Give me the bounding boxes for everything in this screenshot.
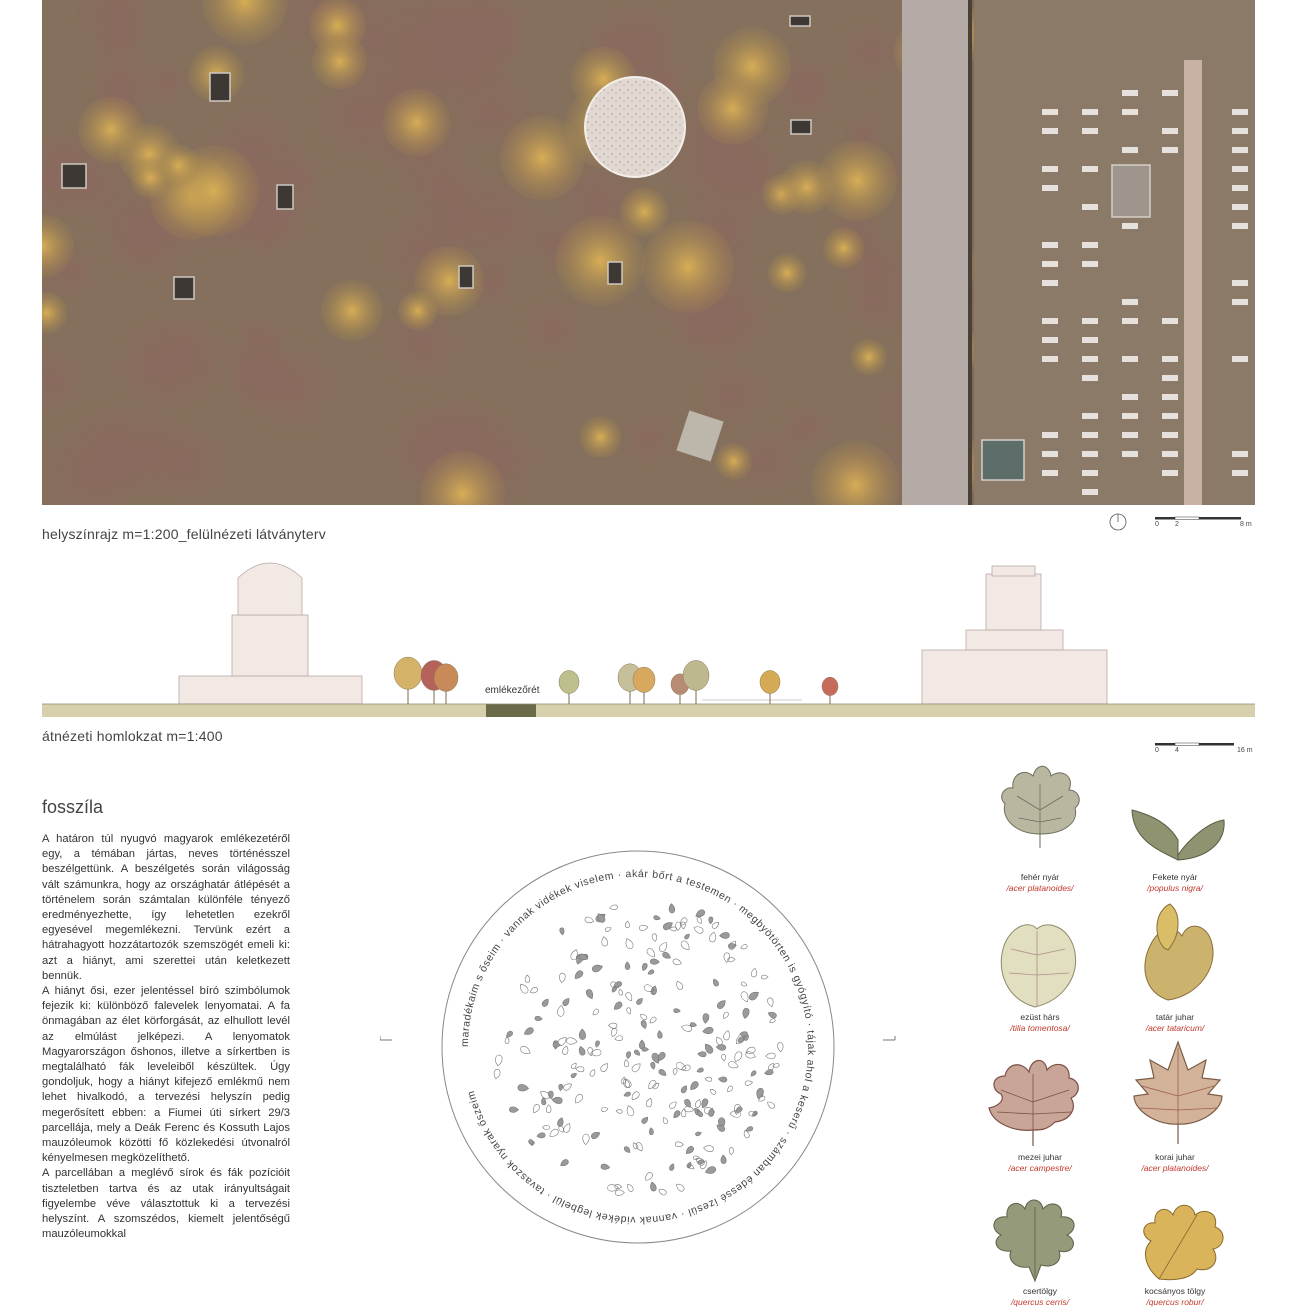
leaf-imprint-icon bbox=[537, 1132, 546, 1138]
leaf-imprint-icon bbox=[591, 1008, 599, 1016]
grave-stone bbox=[1162, 375, 1178, 381]
leaf-imprint-icon bbox=[750, 1070, 757, 1077]
leaf-imprint-icon bbox=[609, 905, 618, 911]
leaf-imprint-icon bbox=[681, 922, 686, 929]
grave-stone bbox=[1082, 489, 1098, 495]
leaf-silver-linden-icon bbox=[995, 915, 1080, 1015]
leaf-imprint-icon bbox=[531, 1103, 540, 1114]
grave-stone bbox=[1162, 413, 1178, 419]
paragraph-3: A parcellában a meglévő sírok és fák pozícióit tiszteletben tartva és az utak irányultságait figyelembe véve választottuk ki a tervezési helyszínt. A szomszédos, kiemelt jelentőségű mauzóleumokkal bbox=[42, 1167, 290, 1241]
leaf-imprint-icon bbox=[553, 1042, 561, 1047]
leaf-imprint-icon bbox=[680, 939, 692, 951]
grave-stone bbox=[1122, 413, 1138, 419]
leaf-imprint-icon bbox=[625, 921, 629, 928]
leaf-imprint-icon bbox=[668, 1100, 678, 1110]
leaf-imprint-icon bbox=[626, 1007, 632, 1014]
tree-canopy-gold bbox=[817, 140, 897, 220]
leaf-imprint-icon bbox=[745, 1046, 756, 1055]
grave-stone bbox=[1232, 470, 1248, 476]
leaf-imprint-icon bbox=[672, 1068, 677, 1075]
grave-stone bbox=[1122, 90, 1138, 96]
leaf-imprint-icon bbox=[559, 1158, 569, 1167]
grave-stone bbox=[1232, 185, 1248, 191]
grave-stone bbox=[1082, 337, 1098, 343]
leaf-imprint-icon bbox=[721, 1054, 726, 1061]
mausoleum-left bbox=[179, 563, 362, 704]
leaf-imprint-icon bbox=[605, 926, 612, 932]
grave-stone bbox=[1162, 147, 1178, 153]
grave-stone bbox=[1232, 223, 1248, 229]
leaf-imprint-icon bbox=[601, 936, 608, 946]
leaf-imprint-icon bbox=[695, 1131, 702, 1136]
leaf-label-8: kocsányos tölgy /quercus robur/ bbox=[1144, 1286, 1206, 1307]
leaf-imprint-icon bbox=[575, 1066, 584, 1072]
memorial-meadow-section bbox=[486, 704, 536, 717]
leaf-imprint-icon bbox=[518, 1084, 529, 1092]
leaf-imprint-icon bbox=[570, 1072, 577, 1079]
leaf-imprint-icon bbox=[518, 982, 529, 994]
leaf-imprint-icon bbox=[616, 1109, 623, 1114]
grave-stone bbox=[1042, 318, 1058, 324]
circle-poem-text: maradékaim s őseim · vannak vidékek viselem · akár bőrt a testemen · megbyötörten is gyógyító · tájak ahol a keserű · számban édessé ízesül · vannak vidékek legbelül · tavaszok nyarak őszeim bbox=[458, 867, 818, 1227]
grave-stone bbox=[1042, 280, 1058, 286]
leaf-imprint-icon bbox=[633, 1049, 641, 1057]
leaf-imprint-icon bbox=[594, 1040, 600, 1048]
leaf-imprint-icon bbox=[662, 951, 672, 960]
leaf-imprint-icon bbox=[623, 1091, 631, 1097]
memorial-circle-plan bbox=[380, 850, 900, 1260]
grave-stone bbox=[1082, 109, 1098, 115]
leaf-imprint-icon bbox=[589, 1068, 597, 1077]
grave-stone bbox=[1162, 394, 1178, 400]
section-title: fosszíla bbox=[42, 797, 104, 817]
grave-stone bbox=[1162, 128, 1178, 134]
leaf-imprint-icon bbox=[716, 998, 727, 1010]
leaf-imprint-icon bbox=[552, 1096, 563, 1104]
leaf-imprint-icon bbox=[672, 1110, 681, 1120]
leaf-imprint-icon bbox=[702, 1013, 709, 1023]
leaf-imprint-icon bbox=[643, 1171, 653, 1182]
grave-stone bbox=[1122, 394, 1138, 400]
elevation-tree bbox=[683, 660, 709, 704]
leaf-imprint-icon bbox=[703, 1145, 714, 1153]
tree-canopy-gold bbox=[697, 73, 768, 144]
leaf-imprint-icon bbox=[653, 915, 661, 921]
paragraph-2: A hiányt ősi, ezer jelentéssel bíró szimbólumok fejezik ki: különböző falevelek lenyomatai. A fa önmagában az élet körforgását, az elhullott levél az elmúlást jelképezi. A lenyomatok Magyarországon őshonos, illetve a sírkertben is megtalálható fák leveleiből készültek. Úgy gondoljuk, hogy a hiányt kifejező emlékmű nem lehet hivalkodó, a tervezési helyszín pedig megerősített ebben: a Fiumei úti sírkert 29/3 parcellája, mely a Deák Ferenc és Kossuth Lajos mauzóleumok közötti fő közlekedési útvonalról kényelmesen megközelíthető. bbox=[42, 985, 290, 1165]
leaf-imprint-icon bbox=[669, 1163, 675, 1171]
leaf-imprint-icon bbox=[680, 1085, 688, 1094]
leaf-imprint-icon bbox=[559, 927, 565, 935]
leaf-imprint-icon bbox=[563, 1122, 572, 1133]
leaf-imprint-icon bbox=[614, 1035, 623, 1041]
tree-canopy-gold bbox=[768, 253, 807, 292]
leaf-imprint-icon bbox=[590, 1130, 601, 1139]
elevation-caption: átnézeti homlokzat m=1:400 bbox=[42, 728, 223, 744]
leaf-imprint-icon bbox=[493, 1069, 501, 1080]
grave-stone bbox=[1232, 356, 1248, 362]
leaf-imprint-icon bbox=[708, 917, 713, 924]
leaf-label-1: fehér nyár /acer platanoides/ bbox=[1006, 872, 1074, 893]
grave-stone bbox=[1122, 223, 1138, 229]
leaf-imprint-icon bbox=[505, 1030, 514, 1039]
scale-label-8m: 8 m bbox=[1240, 521, 1252, 528]
grave-stone bbox=[1122, 356, 1138, 362]
grave-stone bbox=[1162, 451, 1178, 457]
leaf-imprint-icon bbox=[509, 1107, 518, 1113]
leaf-imprints bbox=[493, 903, 784, 1196]
leaf-norway-maple-icon bbox=[1130, 1040, 1225, 1150]
leaf-imprint-icon bbox=[539, 1089, 551, 1100]
leaf-imprint-icon bbox=[767, 997, 775, 1007]
leaf-imprint-icon bbox=[652, 933, 658, 941]
leaf-imprint-icon bbox=[582, 1134, 589, 1145]
ground-strip bbox=[42, 704, 1255, 717]
leaf-imprint-icon bbox=[626, 1183, 634, 1192]
leaf-imprint-icon bbox=[716, 1044, 726, 1050]
leaf-imprint-icon bbox=[546, 1105, 551, 1113]
tree-canopy-gold bbox=[823, 227, 865, 269]
leaf-imprint-icon bbox=[599, 1062, 609, 1073]
memorial-circle-plaza bbox=[585, 77, 685, 177]
scale-label-0: 0 bbox=[1155, 521, 1159, 528]
leaf-imprint-icon bbox=[559, 973, 566, 983]
leaf-imprint-icon bbox=[639, 1013, 648, 1021]
leaf-imprint-icon bbox=[623, 1146, 631, 1154]
grave-stone bbox=[1162, 356, 1178, 362]
grave-stone bbox=[1082, 375, 1098, 381]
leaf-imprint-icon bbox=[601, 1107, 608, 1113]
leaf-imprint-icon bbox=[722, 1011, 730, 1019]
tree-canopy bbox=[615, 405, 683, 473]
leaf-imprint-icon bbox=[648, 1016, 657, 1025]
aerial-site-plan bbox=[42, 0, 1255, 505]
leaf-imprint-icon bbox=[640, 1020, 647, 1030]
tree-canopy-gold bbox=[383, 89, 450, 156]
tree-canopy-gold bbox=[642, 220, 735, 313]
leaf-imprint-icon bbox=[723, 1030, 731, 1041]
leaf-imprint-icon bbox=[657, 1188, 667, 1196]
grave-stone bbox=[1162, 432, 1178, 438]
grave-stone bbox=[1082, 166, 1098, 172]
grave-stone bbox=[1122, 147, 1138, 153]
leaf-imprint-icon bbox=[612, 1001, 623, 1012]
leaf-imprint-icon bbox=[733, 1051, 744, 1063]
leaf-imprint-icon bbox=[610, 1028, 618, 1038]
leaf-imprint-icon bbox=[649, 1181, 657, 1191]
leaf-imprint-icon bbox=[608, 1023, 617, 1029]
grave-stone bbox=[1232, 166, 1248, 172]
leaf-imprint-icon bbox=[601, 1164, 610, 1171]
leaf-imprint-icon bbox=[675, 980, 684, 990]
leaf-imprint-icon bbox=[578, 1045, 586, 1056]
leaf-imprint-icon bbox=[672, 958, 682, 966]
leaf-imprint-icon bbox=[767, 1010, 777, 1019]
leaf-imprint-icon bbox=[535, 1016, 543, 1021]
grave-stone bbox=[1232, 109, 1248, 115]
aerial-photo bbox=[42, 0, 1255, 505]
leaf-imprint-icon bbox=[505, 1037, 509, 1044]
tree-canopy-gold bbox=[850, 339, 887, 376]
leaf-imprint-icon bbox=[523, 1026, 535, 1036]
leaf-imprint-icon bbox=[697, 1051, 706, 1057]
leaf-imprint-icon bbox=[718, 1076, 727, 1082]
leaf-imprint-icon bbox=[519, 1045, 532, 1056]
site-plan-caption: helyszínrajz m=1:200_felülnézeti látványterv bbox=[42, 526, 326, 542]
elevation-tree bbox=[822, 677, 838, 704]
tree-canopy-gold bbox=[321, 280, 383, 342]
tree-canopy-gold bbox=[579, 416, 621, 458]
leaf-imprint-icon bbox=[647, 969, 655, 976]
leaf-imprint-icon bbox=[761, 975, 768, 979]
leaf-imprint-icon bbox=[541, 997, 550, 1007]
leaf-imprint-icon bbox=[675, 1142, 683, 1148]
leaf-imprint-icon bbox=[625, 1105, 635, 1117]
leaf-white-poplar-icon bbox=[995, 760, 1085, 855]
leaf-imprint-icon bbox=[495, 1055, 503, 1067]
leaf-imprint-icon bbox=[618, 989, 623, 996]
leaf-imprint-icon bbox=[741, 981, 748, 987]
leaf-english-oak-icon bbox=[1135, 1195, 1230, 1285]
grave-stone bbox=[1122, 451, 1138, 457]
elevation-memorial-label: emlékezőrét bbox=[485, 685, 540, 696]
leaf-imprint-icon bbox=[708, 1107, 715, 1116]
leaf-label-3: ezüst hárs /tilia tomentosa/ bbox=[1010, 1012, 1070, 1033]
mausoleum-right bbox=[922, 566, 1107, 704]
grave-stone bbox=[1082, 356, 1098, 362]
leaf-imprint-icon bbox=[579, 1029, 586, 1040]
leaf-imprint-icon bbox=[742, 1008, 750, 1019]
leaf-imprint-icon bbox=[650, 959, 659, 965]
leaf-imprint-icon bbox=[625, 991, 634, 1002]
leaf-imprint-icon bbox=[566, 1037, 577, 1045]
leaf-imprint-icon bbox=[658, 1068, 668, 1077]
leaf-imprint-icon bbox=[658, 941, 669, 953]
grave-stone bbox=[1042, 432, 1058, 438]
leaf-imprint-icon bbox=[590, 1049, 601, 1057]
leaf-imprint-icon bbox=[615, 1184, 622, 1189]
leaf-imprint-icon bbox=[695, 1099, 702, 1108]
grave-stone bbox=[1082, 413, 1098, 419]
leaf-imprint-icon bbox=[636, 997, 645, 1006]
leaf-imprint-icon bbox=[645, 1097, 653, 1107]
leaf-imprint-icon bbox=[585, 988, 595, 1000]
leaf-imprint-icon bbox=[641, 963, 648, 972]
grave-stone bbox=[1082, 451, 1098, 457]
grave-stone bbox=[1082, 432, 1098, 438]
elevation-tree bbox=[394, 657, 422, 704]
tree-canopy-gold bbox=[312, 34, 368, 90]
leaf-imprint-icon bbox=[529, 986, 539, 994]
grave-stone bbox=[1042, 356, 1058, 362]
grave-stone bbox=[1122, 109, 1138, 115]
elev-scale-label-4: 4 bbox=[1175, 747, 1179, 754]
tree-canopy-gold bbox=[715, 443, 752, 480]
grave-stone bbox=[1122, 432, 1138, 438]
leaf-imprint-icon bbox=[631, 1062, 643, 1074]
leaf-imprint-icon bbox=[702, 1027, 713, 1035]
leaf-imprint-icon bbox=[766, 1100, 776, 1109]
leaf-imprint-icon bbox=[591, 963, 603, 973]
elev-scale-label-0: 0 bbox=[1155, 747, 1159, 754]
leaf-imprint-icon bbox=[728, 1061, 739, 1070]
leaf-imprint-icon bbox=[740, 944, 748, 950]
elev-scale-label-16m: 16 m bbox=[1237, 747, 1253, 754]
leaf-imprint-icon bbox=[709, 931, 717, 942]
leaf-imprint-icon bbox=[684, 1145, 695, 1155]
tree-canopy-gold bbox=[158, 145, 200, 187]
leaf-imprint-icon bbox=[615, 1190, 624, 1196]
elevation-tree bbox=[559, 671, 579, 705]
grave-stone bbox=[1232, 204, 1248, 210]
grave-stone bbox=[1042, 166, 1058, 172]
leaf-imprint-icon bbox=[755, 1087, 764, 1099]
north-arrow-and-scale bbox=[1107, 512, 1257, 532]
grave-stone bbox=[1042, 337, 1058, 343]
leaf-imprint-icon bbox=[777, 1042, 783, 1052]
elevation-tree bbox=[434, 664, 458, 704]
leaf-imprint-icon bbox=[704, 1165, 716, 1175]
grave-stone bbox=[1082, 128, 1098, 134]
main-path bbox=[902, 0, 970, 505]
leaf-imprint-icon bbox=[562, 1045, 570, 1055]
leaf-imprint-icon bbox=[562, 997, 571, 1007]
leaf-imprint-icon bbox=[642, 1047, 649, 1051]
leaf-imprint-icon bbox=[674, 1008, 681, 1013]
leaf-imprint-icon bbox=[557, 1005, 564, 1016]
grave-stone bbox=[1232, 299, 1248, 305]
leaf-label-7: csertölgy /quercus cerris/ bbox=[1010, 1286, 1070, 1307]
leaf-imprint-icon bbox=[570, 1062, 577, 1069]
tree-canopy bbox=[100, 309, 218, 427]
grave-stone bbox=[1082, 470, 1098, 476]
leaf-imprint-icon bbox=[573, 1093, 584, 1105]
side-path bbox=[1184, 60, 1202, 505]
grave-stone bbox=[1232, 280, 1248, 286]
leaf-imprint-icon bbox=[584, 916, 594, 924]
leaf-imprint-icon bbox=[557, 1117, 565, 1127]
leaf-imprint-icon bbox=[639, 925, 648, 931]
leaf-imprint-icon bbox=[649, 1128, 654, 1135]
leaf-imprint-icon bbox=[769, 1018, 776, 1024]
grave-stone bbox=[1082, 204, 1098, 210]
grave-stone bbox=[1082, 318, 1098, 324]
grave-stone bbox=[1042, 128, 1058, 134]
leaf-label-6: korai juhar /acer platanoides/ bbox=[1141, 1152, 1209, 1173]
leaf-imprint-icon bbox=[662, 920, 674, 931]
elevation-tree bbox=[760, 671, 780, 705]
paragraph-1: A határon túl nyugvó magyarok emlékezetéről egy, a témában jártas, neves történésszel beszélgettünk. A beszélgetés során világosság vált számunkra, hogy az országhatár átlépését a történelem során számtalan különféle tényező eredményezhette, így lehetetlen ezekről egyesével megemlékezni. Tervünk ezért a hátrahagyott hozzátartozók szemszögét emeli ki: azt a hiányt, ami szerettei után keletkezett bennük. bbox=[42, 833, 290, 982]
leaf-imprint-icon bbox=[766, 1053, 776, 1059]
leaf-imprint-icon bbox=[751, 968, 758, 978]
leaf-imprint-icon bbox=[696, 917, 703, 925]
leaf-imprint-icon bbox=[684, 933, 691, 940]
grave-stone bbox=[1082, 242, 1098, 248]
leaf-imprint-icon bbox=[675, 1182, 686, 1192]
leaf-tartar-maple-icon bbox=[1138, 900, 1223, 1010]
leaf-label-4: tatár juhar /acer tataricum/ bbox=[1145, 1012, 1205, 1033]
leaf-turkey-oak-icon bbox=[985, 1195, 1085, 1285]
tree-canopy-gold bbox=[398, 291, 438, 331]
grave-stone bbox=[1122, 299, 1138, 305]
leaf-imprint-icon bbox=[745, 1051, 756, 1060]
leaf-label-5: mezei juhar /acer campestre/ bbox=[1008, 1152, 1072, 1173]
leaf-imprint-icon bbox=[748, 990, 761, 1002]
leaf-imprint-icon bbox=[625, 962, 630, 970]
leaf-imprint-icon bbox=[662, 1117, 669, 1125]
grave-stone bbox=[1042, 470, 1058, 476]
grave-stone bbox=[1162, 318, 1178, 324]
leaf-imprint-icon bbox=[764, 1069, 774, 1076]
leaf-imprint-icon bbox=[668, 903, 675, 913]
leaf-imprint-icon bbox=[525, 975, 530, 983]
grave-stone bbox=[1042, 185, 1058, 191]
tree-canopy bbox=[219, 337, 293, 411]
grave-stone bbox=[1082, 261, 1098, 267]
tree-canopy-gold bbox=[78, 97, 144, 163]
tree-canopy bbox=[258, 140, 334, 216]
leaf-imprint-icon bbox=[712, 978, 720, 987]
scale-label-2: 2 bbox=[1175, 521, 1179, 528]
leaf-imprint-icon bbox=[622, 1078, 631, 1089]
leaf-imprint-icon bbox=[745, 1080, 753, 1086]
leaf-label-2: Fekete nyár /populus nigra/ bbox=[1147, 872, 1203, 893]
article-body bbox=[42, 832, 290, 1242]
leaf-imprint-icon bbox=[558, 1084, 563, 1091]
grave-stone bbox=[1042, 451, 1058, 457]
leaf-imprint-icon bbox=[688, 1080, 699, 1091]
tree-canopy-gold bbox=[620, 187, 669, 236]
leaf-imprint-icon bbox=[646, 947, 657, 959]
leaf-imprint-icon bbox=[635, 1142, 644, 1153]
grave-stone bbox=[1042, 261, 1058, 267]
leaf-imprint-icon bbox=[650, 1062, 656, 1070]
leaf-imprint-icon bbox=[693, 925, 704, 935]
leaf-imprint-icon bbox=[624, 937, 634, 950]
leaf-imprint-icon bbox=[719, 932, 729, 938]
grave-stone bbox=[1232, 451, 1248, 457]
leaf-imprint-icon bbox=[726, 1085, 733, 1093]
leaf-black-poplar-icon bbox=[1128, 800, 1228, 870]
leaf-imprint-icon bbox=[542, 1125, 549, 1129]
grave-stone bbox=[1042, 109, 1058, 115]
grave-stone bbox=[1162, 470, 1178, 476]
leaf-imprint-icon bbox=[720, 1155, 726, 1164]
leaf-imprint-icon bbox=[696, 1067, 704, 1073]
leaf-imprint-icon bbox=[548, 1128, 560, 1139]
grave-stone bbox=[1232, 147, 1248, 153]
grave-stone bbox=[1232, 128, 1248, 134]
leaf-imprint-icon bbox=[573, 969, 584, 980]
leaf-imprint-icon bbox=[657, 1030, 663, 1038]
circle-outline bbox=[442, 851, 834, 1243]
leaf-imprint-icon bbox=[624, 1059, 629, 1067]
leaf-imprint-icon bbox=[709, 1088, 717, 1095]
grave-stone bbox=[1162, 90, 1178, 96]
grave-stone bbox=[1042, 242, 1058, 248]
elevation-tree bbox=[633, 667, 655, 704]
leaf-imprint-icon bbox=[729, 1147, 734, 1154]
grave-stone bbox=[1122, 318, 1138, 324]
elevation-drawing bbox=[42, 560, 1255, 720]
leaf-field-maple-icon bbox=[985, 1050, 1085, 1150]
leaf-imprint-icon bbox=[626, 1051, 632, 1059]
leaf-imprint-icon bbox=[740, 991, 751, 1004]
leaf-imprint-icon bbox=[641, 1116, 650, 1125]
leaf-imprint-icon bbox=[562, 1082, 573, 1092]
leaf-imprint-icon bbox=[705, 1076, 713, 1081]
leaf-imprint-icon bbox=[630, 1090, 641, 1101]
